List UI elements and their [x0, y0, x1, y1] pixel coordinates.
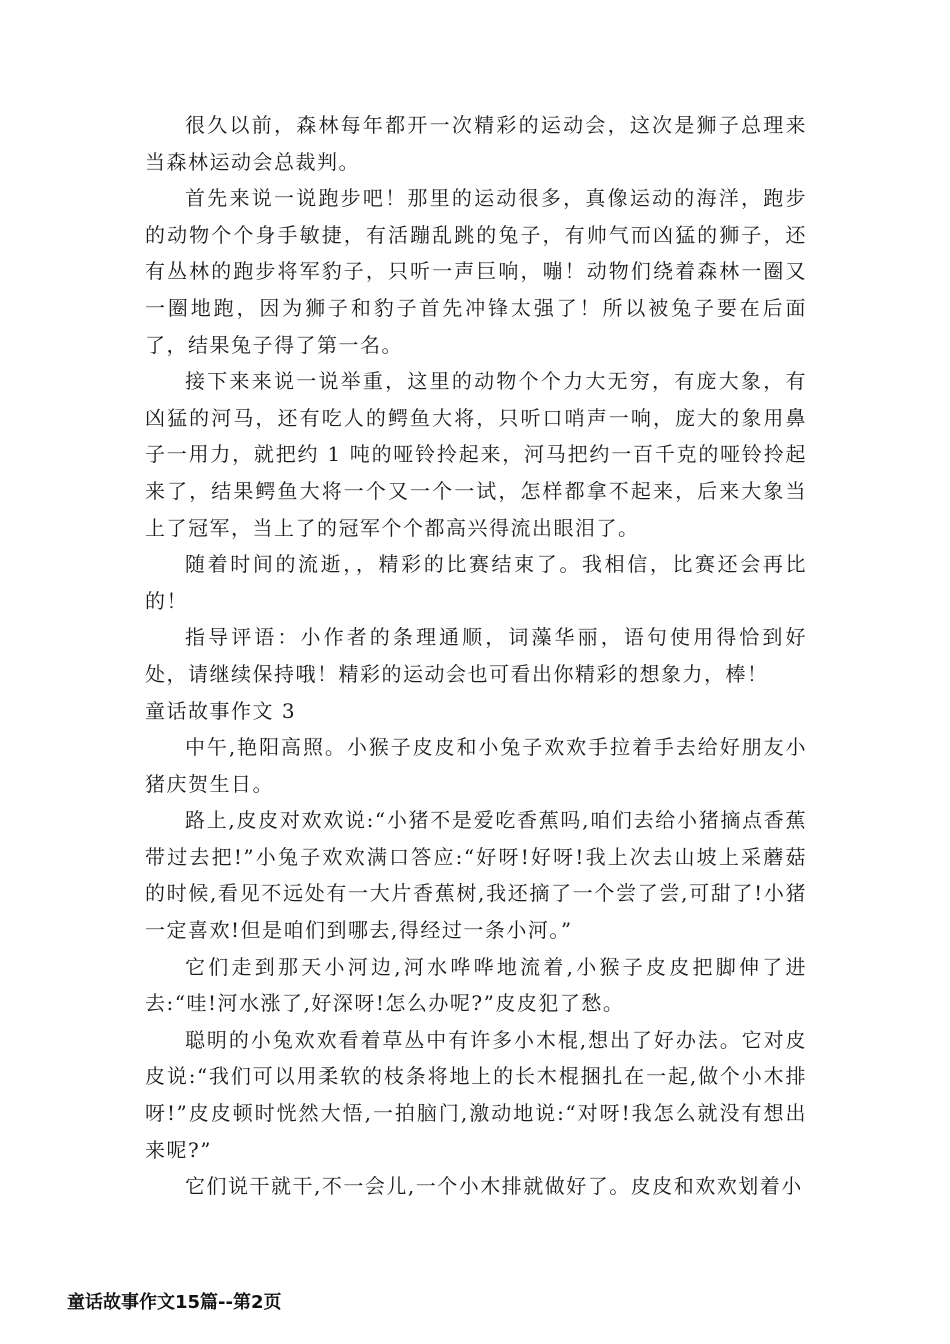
paragraph: 指导评语：小作者的条理通顺，词藻华丽，语句使用得恰到好处，请继续保持哦！精彩的运动会也可看出你精彩的想象力，棒！ — [145, 625, 807, 686]
document-body — [145, 107, 807, 1205]
paragraph: 它们说干就干,不一会儿,一个小木排就做好了。皮皮和欢欢划着小 — [185, 1174, 803, 1199]
paragraph: 路上,皮皮对欢欢说:“小猪不是爱吃香蕉吗,咱们去给小猪摘点香蕉带过去把!”小兔子欢欢满口答应:“好呀!好呀!我上次去山坡上采蘑菇的时候,看见不远处有一大片香蕉树,我还摘了一个尝了尝,可甜了!小猪一定喜欢!但是咱们到哪去,得经过一条小河。” — [145, 808, 807, 943]
paragraph: 很久以前，森林每年都开一次精彩的运动会，这次是狮子总理来当森林运动会总裁判。 — [145, 113, 807, 174]
paragraph: 它们走到那天小河边,河水哗哗地流着,小猴子皮皮把脚伸了进去:“哇!河水涨了,好深呀!怎么办呢?”皮皮犯了愁。 — [145, 954, 807, 1016]
paragraph: 聪明的小兔欢欢看着草丛中有许多小木棍,想出了好办法。它对皮皮说:“我们可以用柔软的枝条将地上的长木棍捆扎在一起,做个小木排呀!”皮皮顿时恍然大悟,一拍脑门,激动地说:“对呀!我怎么就没有想出来呢?” — [145, 1027, 807, 1162]
paragraph: 接下来来说一说举重，这里的动物个个力大无穷，有庞大象，有凶猛的河马，还有吃人的鳄鱼大将，只听口哨声一响，庞大的象用鼻子一用力，就把约 1 吨的哑铃拎起来，河马把约一百千克的哑铃拎起来了，结果鳄鱼大将一个又一个一试，怎样都拿不起来，后来大象当上了冠军，当上了的冠军个个都高兴得流出眼泪了。 — [145, 369, 807, 540]
paragraph: 首先来说一说跑步吧！那里的运动很多，真像运动的海洋，跑步的动物个个身手敏捷，有活蹦乱跳的兔子，有帅气而凶猛的狮子，还有丛林的跑步将军豹子，只听一声巨响，嘣！动物们绕着森林一圈又一圈地跑，因为狮子和豹子首先冲锋太强了！所以被兔子要在后面了，结果兔子得了第一名。 — [145, 186, 807, 357]
section-heading: 童话故事作文 3 — [145, 698, 297, 723]
page-footer: 童话故事作文15篇--第2页 — [67, 1292, 282, 1313]
paragraph: 中午,艳阳高照。小猴子皮皮和小兔子欢欢手拉着手去给好朋友小猪庆贺生日。 — [145, 735, 807, 796]
paragraph: 随着时间的流逝，，精彩的比赛结束了。我相信，比赛还会再比的！ — [145, 552, 807, 613]
